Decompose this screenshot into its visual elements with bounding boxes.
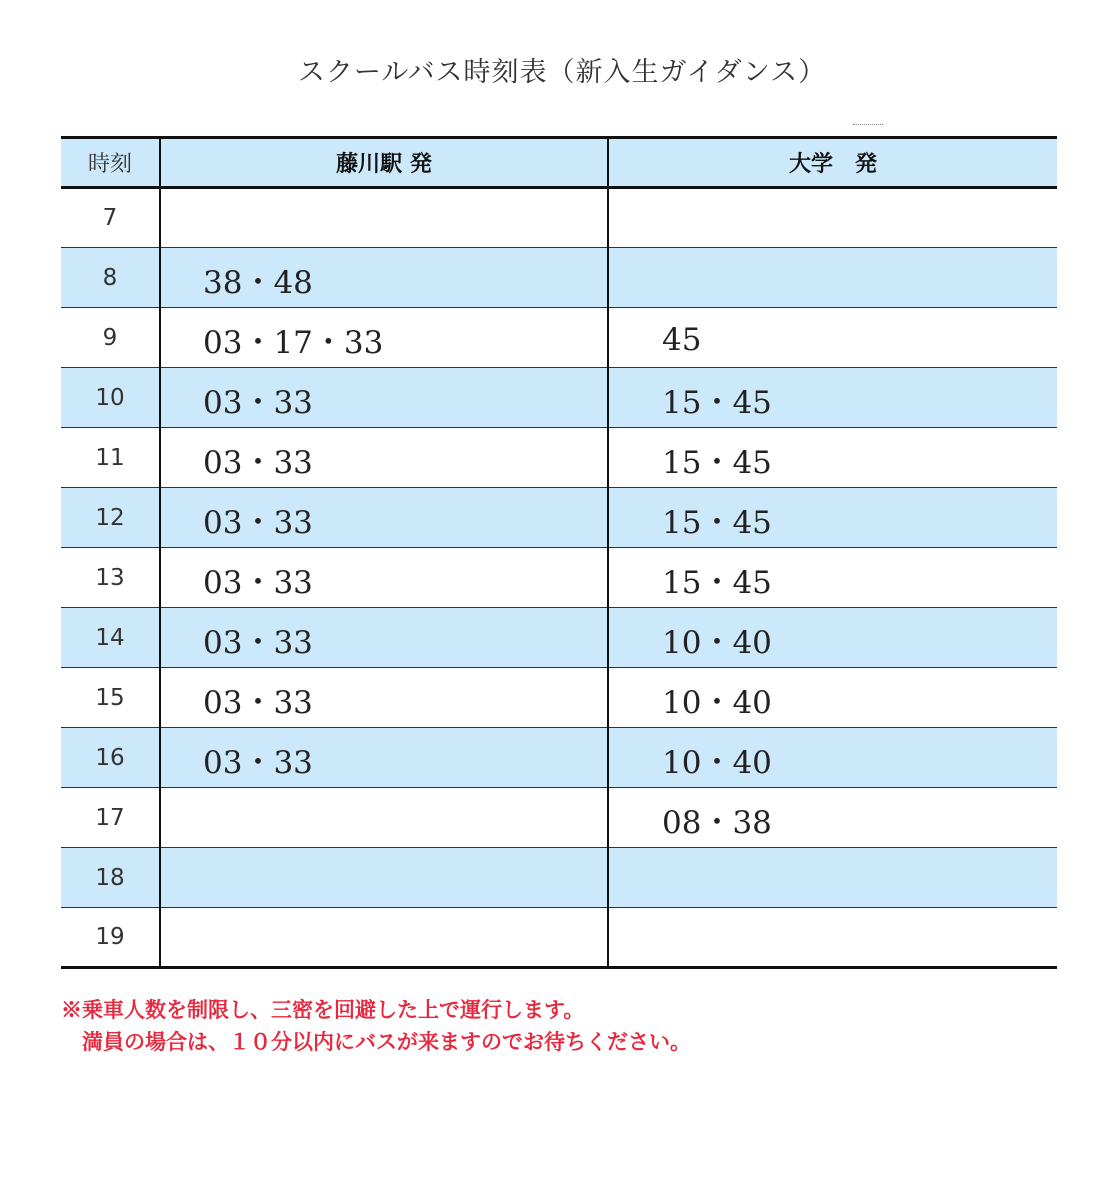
university-times-cell xyxy=(608,848,1057,908)
fujisawa-times-cell: 03・33 xyxy=(160,728,608,788)
hour-cell: 17 xyxy=(61,788,160,848)
bus-timetable xyxy=(61,136,1057,969)
university-times-cell: 08・38 xyxy=(608,788,1057,848)
fujisawa-times-cell: 03・17・33 xyxy=(160,308,608,368)
hour-cell: 15 xyxy=(61,668,160,728)
header-fujisawa-departure: 藤川駅 発 xyxy=(160,138,608,188)
table-row xyxy=(61,668,1057,728)
hour-cell: 7 xyxy=(61,188,160,248)
hour-cell: 12 xyxy=(61,488,160,548)
university-times-cell xyxy=(608,908,1057,968)
hour-cell: 10 xyxy=(61,368,160,428)
fujisawa-times-cell: 03・33 xyxy=(160,428,608,488)
table-row xyxy=(61,428,1057,488)
fujisawa-times-cell xyxy=(160,788,608,848)
header-hour: 時刻 xyxy=(61,138,160,188)
hour-cell: 14 xyxy=(61,608,160,668)
university-times-cell: 10・40 xyxy=(608,728,1057,788)
university-times-cell: 15・45 xyxy=(608,368,1057,428)
hour-cell: 11 xyxy=(61,428,160,488)
table-row xyxy=(61,248,1057,308)
university-times-cell: 45 xyxy=(608,308,1057,368)
university-times-cell: 15・45 xyxy=(608,488,1057,548)
fujisawa-times-cell: 03・33 xyxy=(160,488,608,548)
hour-cell: 8 xyxy=(61,248,160,308)
hour-cell: 13 xyxy=(61,548,160,608)
university-times-cell: 10・40 xyxy=(608,608,1057,668)
fujisawa-times-cell: 38・48 xyxy=(160,248,608,308)
notice-line-1: ※乗車人数を制限し、三密を回避した上で運行します。 xyxy=(61,997,585,1022)
university-times-cell: 10・40 xyxy=(608,668,1057,728)
university-times-cell xyxy=(608,248,1057,308)
table-row xyxy=(61,728,1057,788)
decorative-mark xyxy=(853,124,883,127)
fujisawa-times-cell: 03・33 xyxy=(160,668,608,728)
university-times-cell: 15・45 xyxy=(608,548,1057,608)
table-header-row xyxy=(61,138,1057,188)
university-times-cell: 15・45 xyxy=(608,428,1057,488)
header-university-departure: 大学 発 xyxy=(608,138,1057,188)
fujisawa-times-cell: 03・33 xyxy=(160,368,608,428)
hour-cell: 18 xyxy=(61,848,160,908)
university-times-cell xyxy=(608,188,1057,248)
table-row xyxy=(61,488,1057,548)
hour-cell: 9 xyxy=(61,308,160,368)
fujisawa-times-cell: 03・33 xyxy=(160,548,608,608)
table-row xyxy=(61,908,1057,968)
table-row xyxy=(61,368,1057,428)
fujisawa-times-cell xyxy=(160,908,608,968)
table-row xyxy=(61,788,1057,848)
fujisawa-times-cell xyxy=(160,848,608,908)
hour-cell: 16 xyxy=(61,728,160,788)
fujisawa-times-cell xyxy=(160,188,608,248)
page-title: スクールバス時刻表（新入生ガイダンス） xyxy=(297,57,827,88)
hour-cell: 19 xyxy=(61,908,160,968)
table-row xyxy=(61,308,1057,368)
fujisawa-times-cell: 03・33 xyxy=(160,608,608,668)
notice-line-2: 満員の場合は、１０分以内にバスが来ますのでお待ちください。 xyxy=(82,1029,691,1054)
table-row xyxy=(61,188,1057,248)
table-row xyxy=(61,848,1057,908)
notice-text xyxy=(61,994,691,1058)
table-row xyxy=(61,608,1057,668)
table-row xyxy=(61,548,1057,608)
